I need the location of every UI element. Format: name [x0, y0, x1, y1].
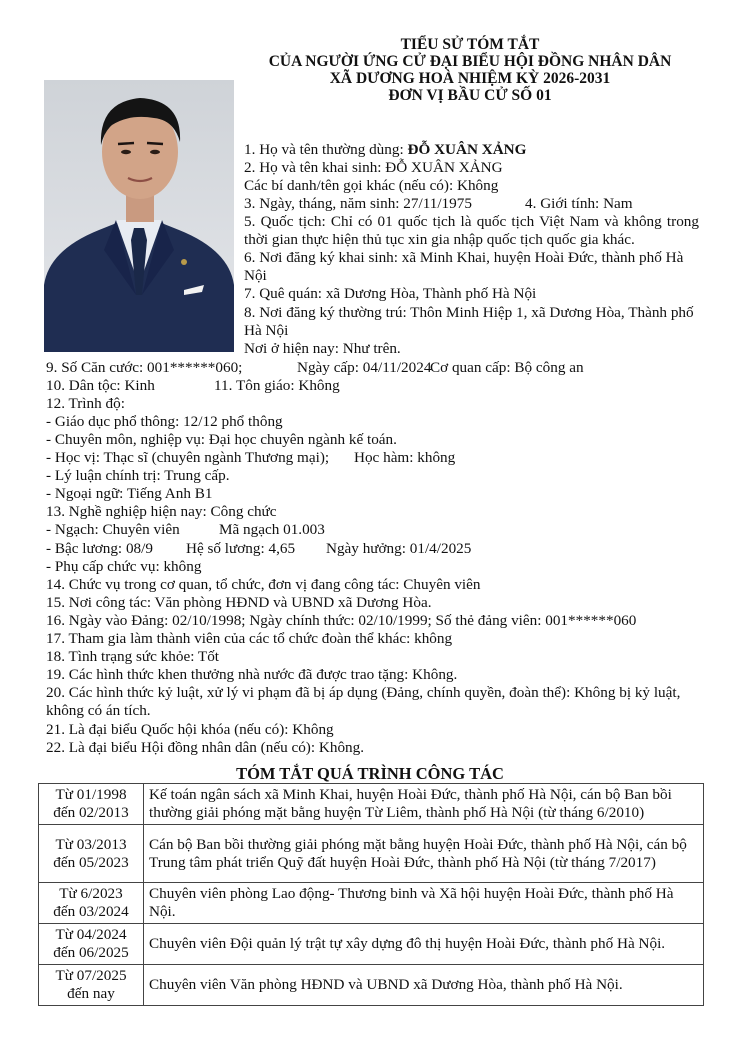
career-period-cell	[39, 825, 144, 883]
bio-name-label: 1. Họ và tên thường dùng:	[244, 141, 408, 158]
career-description-cell: Chuyên viên Văn phòng HĐND và UBND xã Dương Hòa, thành phố Hà Nội.	[144, 965, 704, 1006]
table-row	[39, 883, 704, 924]
career-period-from: Từ 01/1998	[55, 786, 127, 803]
header-title: TIỂU SỬ TÓM TẮT	[400, 36, 540, 53]
bio-id-issuer: Cơ quan cấp: Bộ công an	[430, 359, 584, 376]
career-period-to: đến 02/2013	[53, 804, 129, 821]
bio-residence: 8. Nơi đăng ký thường trú: Thôn Minh Hiệp 1, xã Dương Hòa, Thành phố Hà Nội	[244, 304, 694, 339]
bio-salary-date: Ngày hưởng: 01/4/2025	[326, 540, 472, 557]
career-period-to: đến 05/2023	[53, 853, 129, 871]
career-period-from: Từ 07/2025	[55, 967, 127, 984]
career-summary-title: TÓM TẮT QUÁ TRÌNH CÔNG TÁC	[236, 764, 504, 783]
career-period-cell	[39, 883, 144, 924]
bio-hometown: 7. Quê quán: xã Dương Hòa, Thành phố Hà Nội	[244, 285, 537, 302]
bio-allowance: - Phụ cấp chức vụ: không	[46, 558, 202, 575]
bio-discipline: 20. Các hình thức kỷ luật, xử lý vi phạm đã bị áp dụng (Đảng, chính quyền, đoàn thể): Không bị kỷ luật, không có án tích.	[46, 684, 681, 719]
bio-education-heading: 12. Trình độ:	[46, 395, 125, 412]
bio-organizations: 17. Tham gia làm thành viên của các tổ chức đoàn thể khác: không	[46, 630, 453, 647]
portrait-illustration	[44, 80, 234, 352]
career-description-cell: Cán bộ Ban bồi thường giải phóng mặt bằng huyện Hoài Đức, thành phố Hà Nội, cán bộ Trung tâm phát triển Quỹ đất huyện Hoài Đức, thành phố Hà Nội (từ tháng 7/2017)	[144, 825, 704, 883]
career-period-cell	[39, 924, 144, 965]
bio-religion: 11. Tôn giáo: Không	[214, 377, 340, 394]
bio-awards: 19. Các hình thức khen thưởng nhà nước đã được trao tặng: Không.	[46, 666, 458, 683]
career-description-cell: Kế toán ngân sách xã Minh Khai, huyện Hoài Đức, thành phố Hà Nội, cán bộ Ban bồi thường giải phóng mặt bằng huyện Từ Liêm, thành phố Hà Nội (từ tháng 6/2010)	[144, 784, 704, 825]
bio-salary-coefficient: Hệ số lương: 4,65	[186, 540, 296, 557]
career-period-cell	[39, 784, 144, 825]
bio-name-line	[244, 141, 526, 159]
header-subtitle: CỦA NGƯỜI ỨNG CỬ ĐẠI BIỂU HỘI ĐỒNG NHÂN DÂN	[268, 53, 672, 70]
bio-general-education: - Giáo dục phổ thông: 12/12 phổ thông	[46, 413, 283, 430]
career-period-cell	[39, 965, 144, 1006]
bio-specialization: - Chuyên môn, nghiệp vụ: Đại học chuyên ngành kế toán.	[46, 431, 397, 448]
bio-rank: - Ngạch: Chuyên viên	[46, 521, 180, 538]
bio-dob: 3. Ngày, tháng, năm sinh: 27/11/1975	[244, 195, 472, 212]
bio-workplace: 15. Nơi công tác: Văn phòng HĐND và UBND xã Dương Hòa.	[46, 594, 432, 611]
bio-na-delegate: 21. Là đại biểu Quốc hội khóa (nếu có): Không	[46, 721, 334, 738]
bio-council-delegate: 22. Là đại biểu Hội đồng nhân dân (nếu có): Không.	[46, 739, 365, 756]
career-description-cell: Chuyên viên Đội quản lý trật tự xây dựng đô thị huyện Hoài Đức, thành phố Hà Nội.	[144, 924, 704, 965]
bio-ethnicity: 10. Dân tộc: Kinh	[46, 377, 155, 394]
bio-academic-title: Học hàm: không	[354, 449, 456, 466]
bio-rank-code: Mã ngạch 01.003	[219, 521, 325, 538]
bio-birth-registration: 6. Nơi đăng ký khai sinh: xã Minh Khai, huyện Hoài Đức, thành phố Hà Nội	[244, 249, 684, 284]
career-period-from: Từ 04/2024	[55, 926, 127, 943]
bio-foreign-language: - Ngoại ngữ: Tiếng Anh B1	[46, 485, 213, 502]
table-row	[39, 825, 704, 883]
table-row	[39, 924, 704, 965]
career-period-from: Từ 6/2023	[59, 885, 123, 902]
career-table	[38, 783, 704, 1006]
bio-occupation: 13. Nghề nghiệp hiện nay: Công chức	[46, 503, 277, 520]
candidate-portrait	[44, 80, 234, 352]
career-period-to: đến 03/2024	[53, 903, 129, 920]
bio-current-residence: Nơi ở hiện nay: Như trên.	[244, 340, 401, 357]
career-period-to: đến nay	[67, 985, 115, 1002]
bio-gender: 4. Giới tính: Nam	[525, 195, 633, 212]
table-row	[39, 965, 704, 1006]
bio-salary-step: - Bậc lương: 08/9	[46, 540, 153, 557]
table-row	[39, 784, 704, 825]
bio-party-dates: 16. Ngày vào Đảng: 02/10/1998; Ngày chính thức: 02/10/1999; Số thẻ đảng viên: 001******060	[46, 612, 637, 629]
career-period-to: đến 06/2025	[53, 944, 129, 961]
bio-degree: - Học vị: Thạc sĩ (chuyên ngành Thương mại);	[46, 449, 330, 466]
bio-id-issue-date: Ngày cấp: 04/11/2024	[297, 359, 432, 376]
header-electoral-unit: ĐƠN VỊ BẦU CỬ SỐ 01	[388, 87, 552, 104]
bio-name-value: ĐỖ XUÂN XẢNG	[407, 141, 527, 158]
bio-health: 18. Tình trạng sức khỏe: Tốt	[46, 648, 220, 665]
bio-nationality: 5. Quốc tịch: Chỉ có 01 quốc tịch là quốc tịch Việt Nam và không trong thời gian thực hiện thủ tục xin gia nhập quốc tịch quốc gia khác.	[244, 213, 699, 248]
career-description-cell: Chuyên viên phòng Lao động- Thương binh và Xã hội huyện Hoài Đức, thành phố Hà Nội.	[144, 883, 704, 924]
document-header	[230, 36, 710, 104]
header-commune-term: XÃ DƯƠNG HOÀ NHIỆM KỲ 2026-2031	[329, 70, 611, 87]
bio-political-theory: - Lý luận chính trị: Trung cấp.	[46, 467, 230, 484]
bio-birth-name: 2. Họ và tên khai sinh: ĐỖ XUÂN XẢNG	[244, 159, 503, 176]
bio-aliases: Các bí danh/tên gọi khác (nếu có): Không	[244, 177, 499, 194]
bio-id-number: 9. Số Căn cước: 001******060;	[46, 359, 243, 376]
bio-position: 14. Chức vụ trong cơ quan, tổ chức, đơn vị đang công tác: Chuyên viên	[46, 576, 481, 593]
career-period-from: Từ 03/2013	[55, 835, 127, 853]
